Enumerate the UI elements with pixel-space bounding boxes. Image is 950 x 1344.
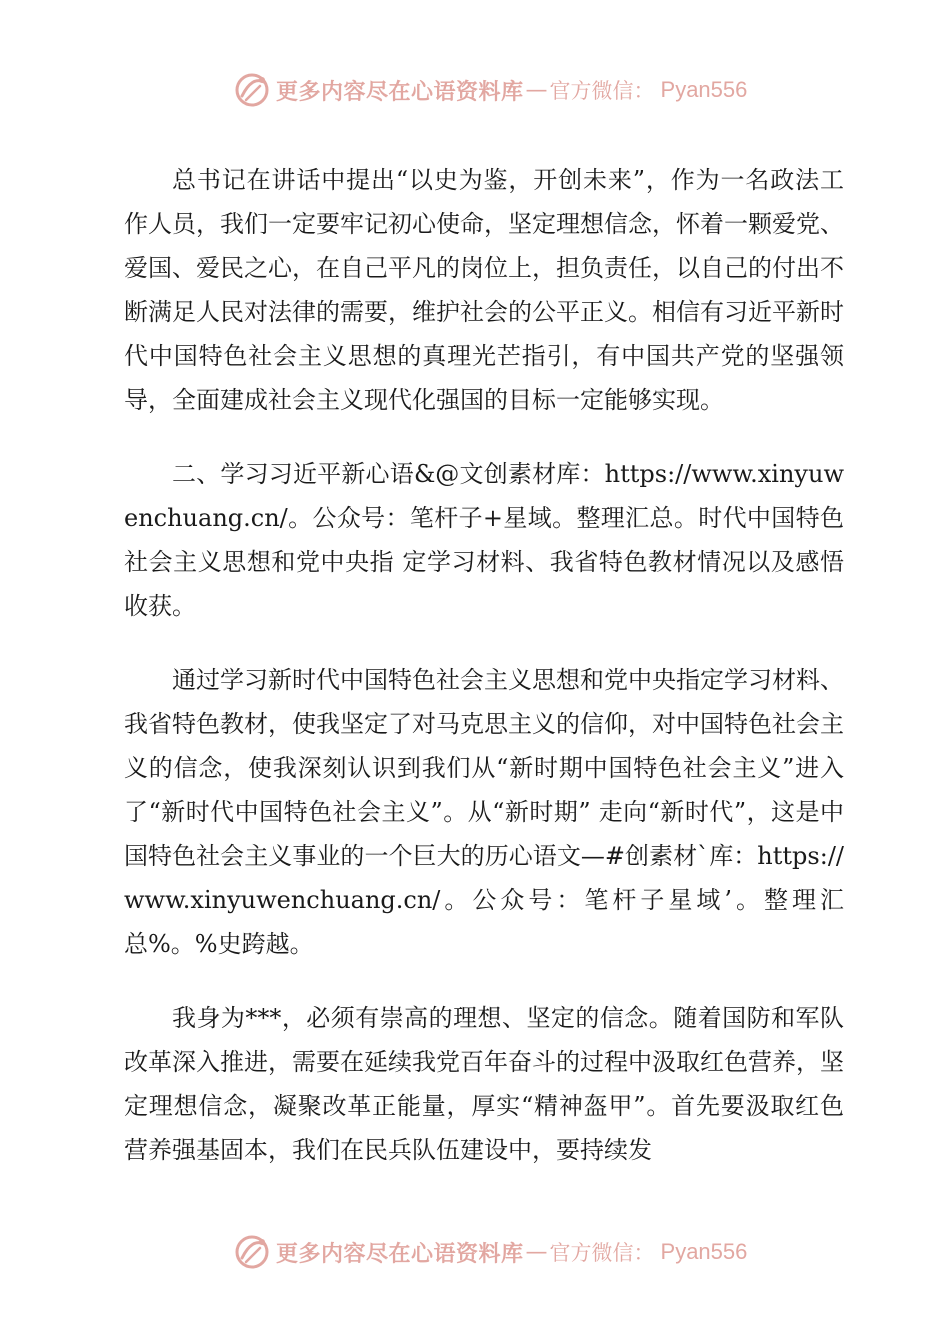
footer-watermark	[232, 1232, 747, 1272]
watermark-wechat-label: 官方微信：	[549, 1241, 655, 1265]
paragraph-3: 通过学习新时代中国特色社会主义思想和党中央指定学习材料、我省特色教材，使我坚定了对马克思主义的信仰，对中国特色社会主义的信念，使我深刻认识到我们从“新时期中国特色社会主义”进入了“新时代中国特色社会主义”。从“新时期” 走向“新时代”，这是中国特色社会主义事业的一个巨大的历心语文—#创素材`库：https://www.xinyuwenchuang.cn/。公众号：笔杆子星域’。整理汇总%。%史跨越。	[124, 666, 844, 958]
watermark-brand: 更多内容尽在心语资料库	[276, 1240, 524, 1267]
header-watermark	[232, 70, 747, 110]
watermark-brand: 更多内容尽在心语资料库	[276, 78, 524, 105]
document-body	[124, 158, 844, 1202]
watermark-wechat-id: Pyan556	[660, 1239, 748, 1264]
watermark-dash: —	[525, 1239, 548, 1265]
watermark-wechat-id: Pyan556	[660, 77, 748, 102]
logo-icon	[232, 70, 272, 110]
watermark-wechat-label: 官方微信：	[549, 79, 655, 103]
logo-icon	[232, 1232, 272, 1272]
paragraph-2: 二、学习习近平新心语&@文创素材库：https://www.xinyuwenchuang.cn/。公众号：笔杆子+星域。整理汇总。时代中国特色社会主义思想和党中央指 定学习材料、我省特色教材情况以及感悟收获。	[124, 460, 844, 620]
paragraph-4: 我身为***，必须有崇高的理想、坚定的信念。随着国防和军队改革深入推进，需要在延续我党百年奋斗的过程中汲取红色营养，坚定理想信念，凝聚改革正能量，厚实“精神盔甲”。首先要汲取红色营养强基固本，我们在民兵队伍建设中，要持续发	[124, 1004, 844, 1164]
paragraph-1: 总书记在讲话中提出“以史为鉴，开创未来”，作为一名政法工作人员，我们一定要牢记初心使命，坚定理想信念，怀着一颗爱党、爱国、爱民之心，在自己平凡的岗位上，担负责任，以自己的付出不断满足人民对法律的需要，维护社会的公平正义。相信有习近平新时代中国特色社会主义思想的真理光芒指引，有中国共产党的坚强领导，全面建成社会主义现代化强国的目标一定能够实现。	[124, 166, 844, 414]
watermark-dash: —	[525, 77, 548, 103]
